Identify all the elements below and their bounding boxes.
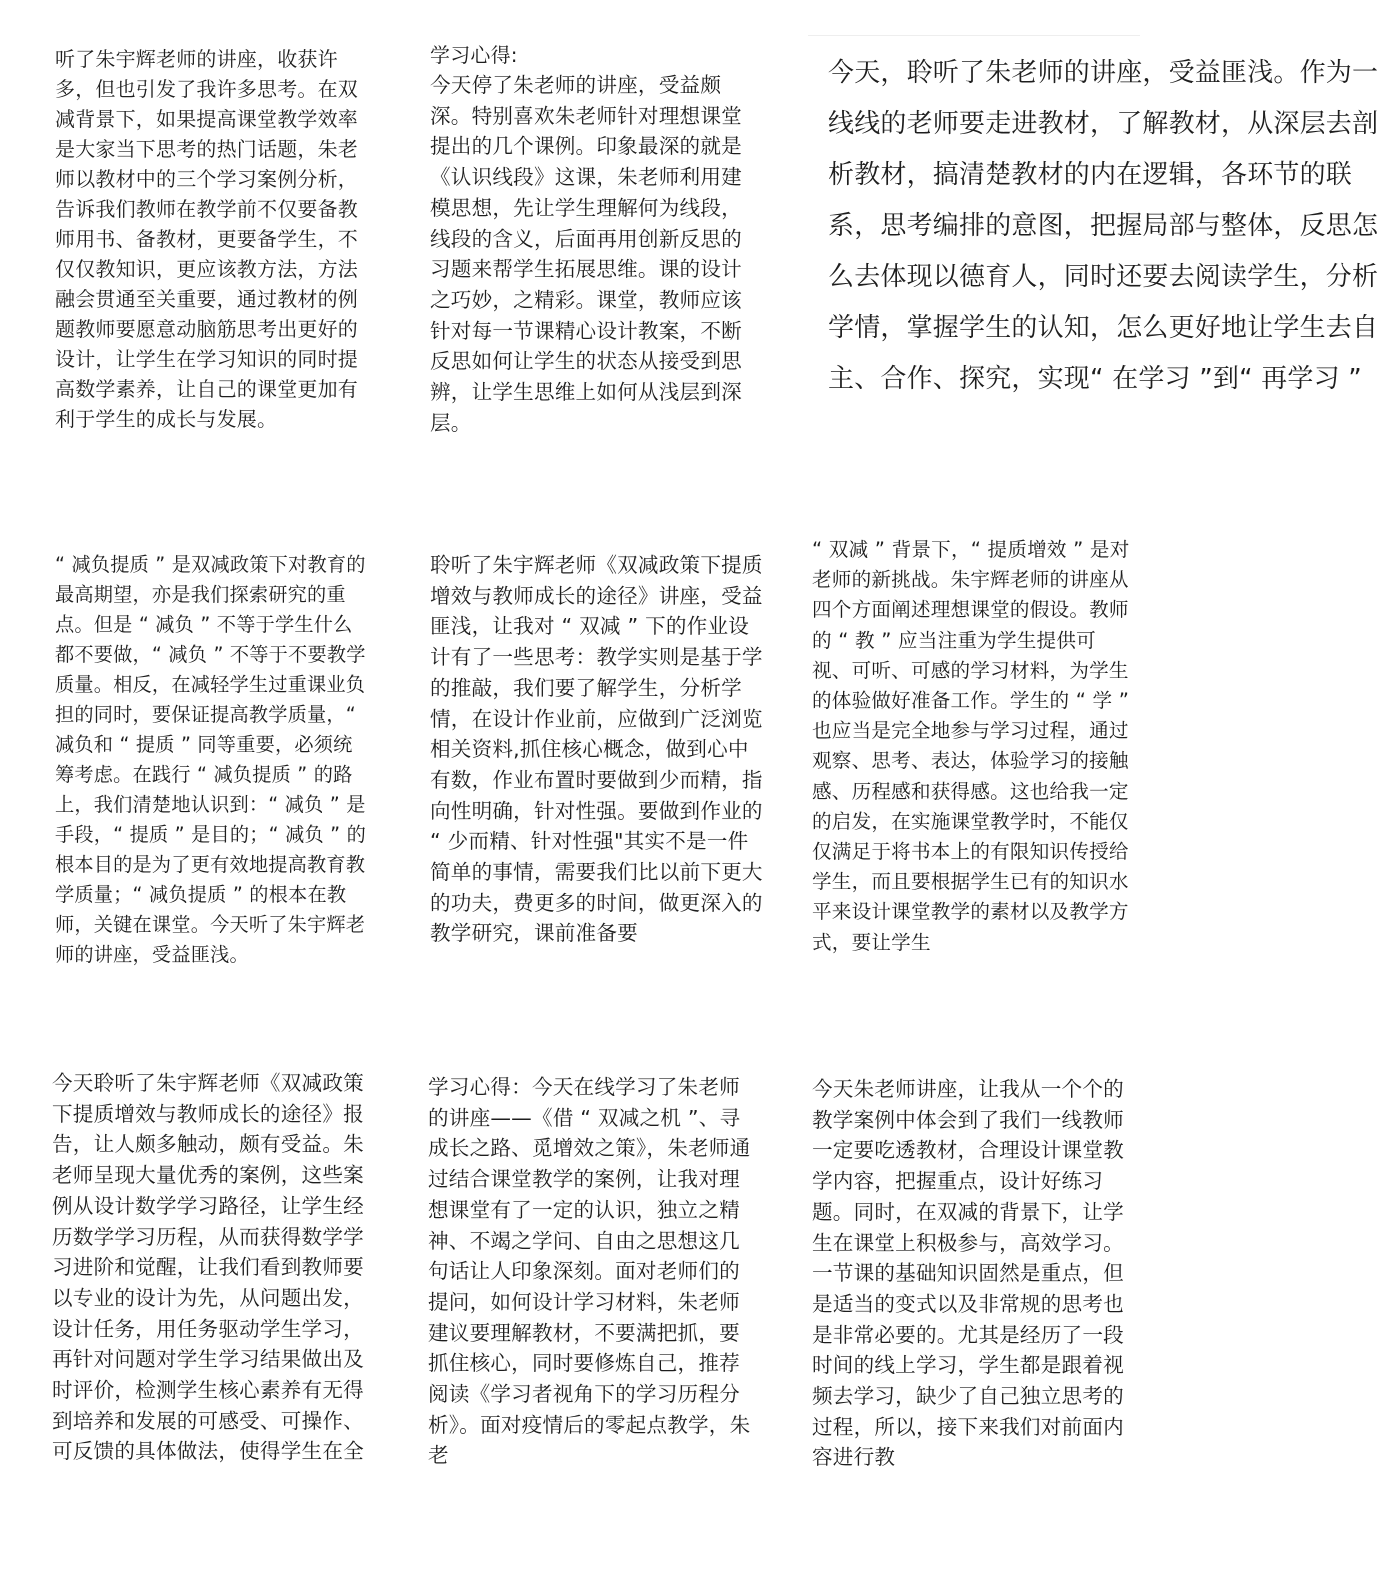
note-text-2: 今天停了朱老师的讲座，受益颇深。特别喜欢朱老师针对理想课堂提出的几个课例。印象最深的就是《认识线段》这课，朱老师利用建模思想，先让学生理解何为线段，线段的含义，后面再用创新反思的习题来帮学生拓展思维。课的设计之巧妙，之精彩。课堂，教师应该针对每一节课精心设计教案，不断反思如何让学生的状态从接受到思辨，让学生思维上如何从浅层到深层。 bbox=[430, 73, 742, 435]
note-card-2 bbox=[430, 40, 760, 510]
note-text-3: 今天，聆听了朱老师的讲座，受益匪浅。作为一线线的老师要走进教材，了解教材，从深层去剖析教材，搞清楚教材的内在逻辑，各环节的联系，思考编排的意图，把握局部与整体，反思怎么去体现以德育人，同时还要去阅读学生，分析学情，掌握学生的认知，怎么更好地让学生去自主、合作、探究，实现“ 在学习 ”到“ 再学习 ” bbox=[828, 58, 1379, 394]
note-heading-2: 学习心得: bbox=[430, 43, 518, 67]
note-text-7: 今天聆听了朱宇辉老师《双减政策下提质增效与教师成长的途径》报告，让人颇多触动，颇有受益。朱老师呈现大量优秀的案例，这些案例从设计数学学习路径，让学生经历数学学习历程，从而获得数学学习进阶和觉醒，让我们看到教师要以专业的设计为先，从问题出发，设计任务，用任务驱动学生学习，再针对问题对学生学习结果做出及时评价，检测学生核心素养有无得到培养和发展的可感受、可操作、可反馈的具体做法，使得学生在全 bbox=[52, 1071, 364, 1464]
note-text-1: 听了朱宇辉老师的讲座，收获许多，但也引发了我许多思考。在双减背景下，如果提高课堂教学效率是大家当下思考的热门话题，朱老师以教材中的三个学习案例分析，告诉我们教师在教学前不仅要备教师用书、备教材，更要备学生，不仅仅教知识，更应该教方法，方法融会贯通至关重要，通过教材的例题教师要愿意动脑筋思考出更好的设计，让学生在学习知识的同时提高数学素养，让自己的课堂更加有利于学生的成长与发展。 bbox=[55, 47, 358, 431]
note-text-8: 学习心得：今天在线学习了朱老师的讲座——《借 “ 双减之机 ”、寻成长之路、觅增效之策》，朱老师通过结合课堂教学的案例，让我对理想课堂有了一定的认识，独立之精神、不竭之学问、自由之思想这几句话让人印象深刻。面对老师们的提问，如何设计学习材料，朱老师建议要理解教材，不要满把抓，要抓住核心，同时要修炼自己，推荐阅读《学习者视角下的学习历程分析》。面对疫情后的零起点教学，朱老 bbox=[428, 1075, 751, 1468]
note-card-4 bbox=[55, 550, 370, 1022]
note-text-9: 今天朱老师讲座，让我从一个个的教学案例中体会到了我们一线教师一定要吃透教材，合理设计课堂教学内容，把握重点，设计好练习题。同时，在双减的背景下，让学生在课堂上积极参与，高效学习。一节课的基础知识固然是重点，但是适当的变式以及非常规的思考也是非常必要的。尤其是经历了一段时间的线上学习，学生都是跟着视频去学习，缺少了自己独立思考的过程，所以，接下来我们对前面内容进行教 bbox=[812, 1077, 1124, 1470]
note-text-6: “ 双减 ” 背景下，“ 提质增效 ” 是对老师的新挑战。朱宇辉老师的讲座从四个方面阐述理想课堂的假设。教师的 “ 教 ” 应当注重为学生提供可视、可听、可感的学习材料，为学生的体验做好准备工作。学生的 “ 学 ” 也应当是完全地参与学习过程，通过观察、思考、表达，体验学习的接触感、历程感和获得感。这也给我一定的启发，在实施课堂教学时，不能仅仅满足于将书本上的有限知识传授给学生，而且要根据学生已有的知识水平来设计课堂教学的素材以及教学方式，要让学生 bbox=[812, 538, 1130, 954]
note-card-5 bbox=[430, 550, 765, 1022]
note-card-6 bbox=[812, 535, 1132, 1022]
note-card-8 bbox=[428, 1072, 758, 1562]
note-text-4: “ 减负提质 ” 是双减政策下对教育的最高期望，亦是我们探索研究的重点。但是 “ 减负 ” 不等于学生什么都不要做，“ 减负 ” 不等于不要教学质量。相反，在减轻学生过重课业负担的同时，要保证提高教学质量，“ 减负和 “ 提质 ” 同等重要，必须统筹考虑。在践行 “ 减负提质 ” 的路上，我们清楚地认识到：“ 减负 ” 是手段，“ 提质 ” 是目的；“ 减负 ” 的根本目的是为了更有效地提高教育教学质量；“ 减负提质 ” 的根本在教师，关键在课堂。今天听了朱宇辉老师的讲座，受益匪浅。 bbox=[55, 553, 367, 966]
note-card-9 bbox=[812, 1074, 1137, 1564]
note-card-3 bbox=[808, 36, 1379, 496]
note-text-5: 聆听了朱宇辉老师《双减政策下提质增效与教师成长的途径》讲座，受益匪浅，让我对 “ 双减 ” 下的作业设计有了一些思考：教学实则是基于学的推敲，我们要了解学生，分析学情，在设计作业前，应做到广泛浏览相关资料,抓住核心概念，做到心中有数，作业布置时要做到少而精，指向性明确，针对性强。要做到作业的 “ 少而精、针对性强"其实不是一件简单的事情，需要我们比以前下更大的功夫，费更多的时间，做更深入的教学研究，课前准备要 bbox=[430, 553, 763, 946]
note-card-7 bbox=[52, 1068, 372, 1558]
note-card-1 bbox=[55, 44, 370, 514]
